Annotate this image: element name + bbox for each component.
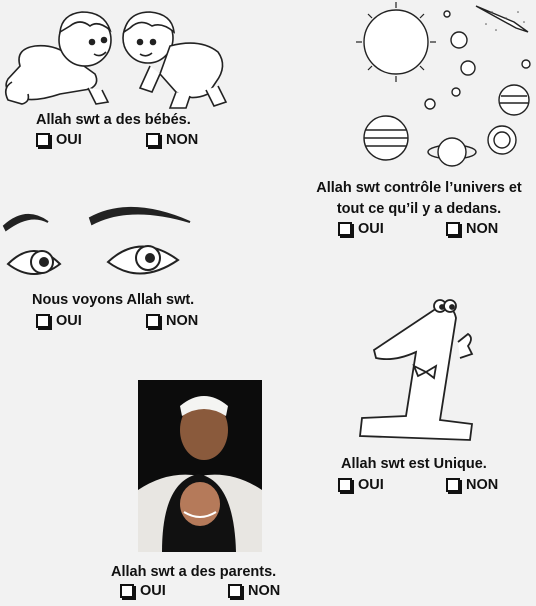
statement-universe-line-1: Allah swt contrôle l’univers et	[316, 180, 522, 196]
non-label: NON	[166, 313, 199, 329]
checkbox-icon[interactable]	[228, 584, 242, 598]
choices-see	[36, 313, 198, 329]
checkbox-icon[interactable]	[36, 314, 50, 328]
checkbox-icon[interactable]	[446, 478, 460, 492]
non-label: NON	[466, 477, 499, 493]
non-option-unique[interactable]	[446, 477, 498, 493]
oui-option-universe[interactable]	[338, 221, 446, 237]
oui-label: OUI	[358, 477, 384, 493]
statement-parents: Allah swt a des parents.	[111, 564, 277, 580]
statement-universe	[308, 178, 530, 220]
checkbox-icon[interactable]	[446, 222, 460, 236]
statement-see: Nous voyons Allah swt.	[32, 292, 195, 308]
crawling-babies-illustration	[0, 4, 230, 114]
oui-option-babies[interactable]	[36, 132, 146, 148]
non-option-see[interactable]	[146, 313, 198, 329]
statement-babies: Allah swt a des bébés.	[36, 112, 191, 128]
non-option-parents[interactable]	[228, 583, 280, 599]
choices-unique	[338, 477, 498, 493]
oui-label: OUI	[358, 221, 384, 237]
non-label: NON	[466, 221, 499, 237]
checkbox-icon[interactable]	[338, 478, 352, 492]
statement-unique: Allah swt est Unique.	[341, 456, 487, 472]
oui-option-parents[interactable]	[120, 583, 228, 599]
choices-parents	[120, 583, 280, 599]
checkbox-icon[interactable]	[120, 584, 134, 598]
non-label: NON	[248, 583, 281, 599]
choices-universe	[338, 221, 498, 237]
checkbox-icon[interactable]	[338, 222, 352, 236]
checkbox-icon[interactable]	[146, 314, 160, 328]
non-label: NON	[166, 132, 199, 148]
non-option-babies[interactable]	[146, 132, 198, 148]
oui-option-unique[interactable]	[338, 477, 446, 493]
choices-babies	[36, 132, 198, 148]
statement-universe-line-2: tout ce qu’il y a dedans.	[336, 201, 502, 217]
non-option-universe[interactable]	[446, 221, 498, 237]
oui-label: OUI	[56, 313, 82, 329]
couple-photo	[138, 380, 262, 552]
oui-option-see[interactable]	[36, 313, 146, 329]
solar-system-illustration	[346, 0, 536, 178]
eyes-illustration	[0, 198, 200, 288]
number-one-cartoon-illustration	[354, 292, 488, 444]
checkbox-icon[interactable]	[36, 133, 50, 147]
checkbox-icon[interactable]	[146, 133, 160, 147]
oui-label: OUI	[56, 132, 82, 148]
oui-label: OUI	[140, 583, 166, 599]
